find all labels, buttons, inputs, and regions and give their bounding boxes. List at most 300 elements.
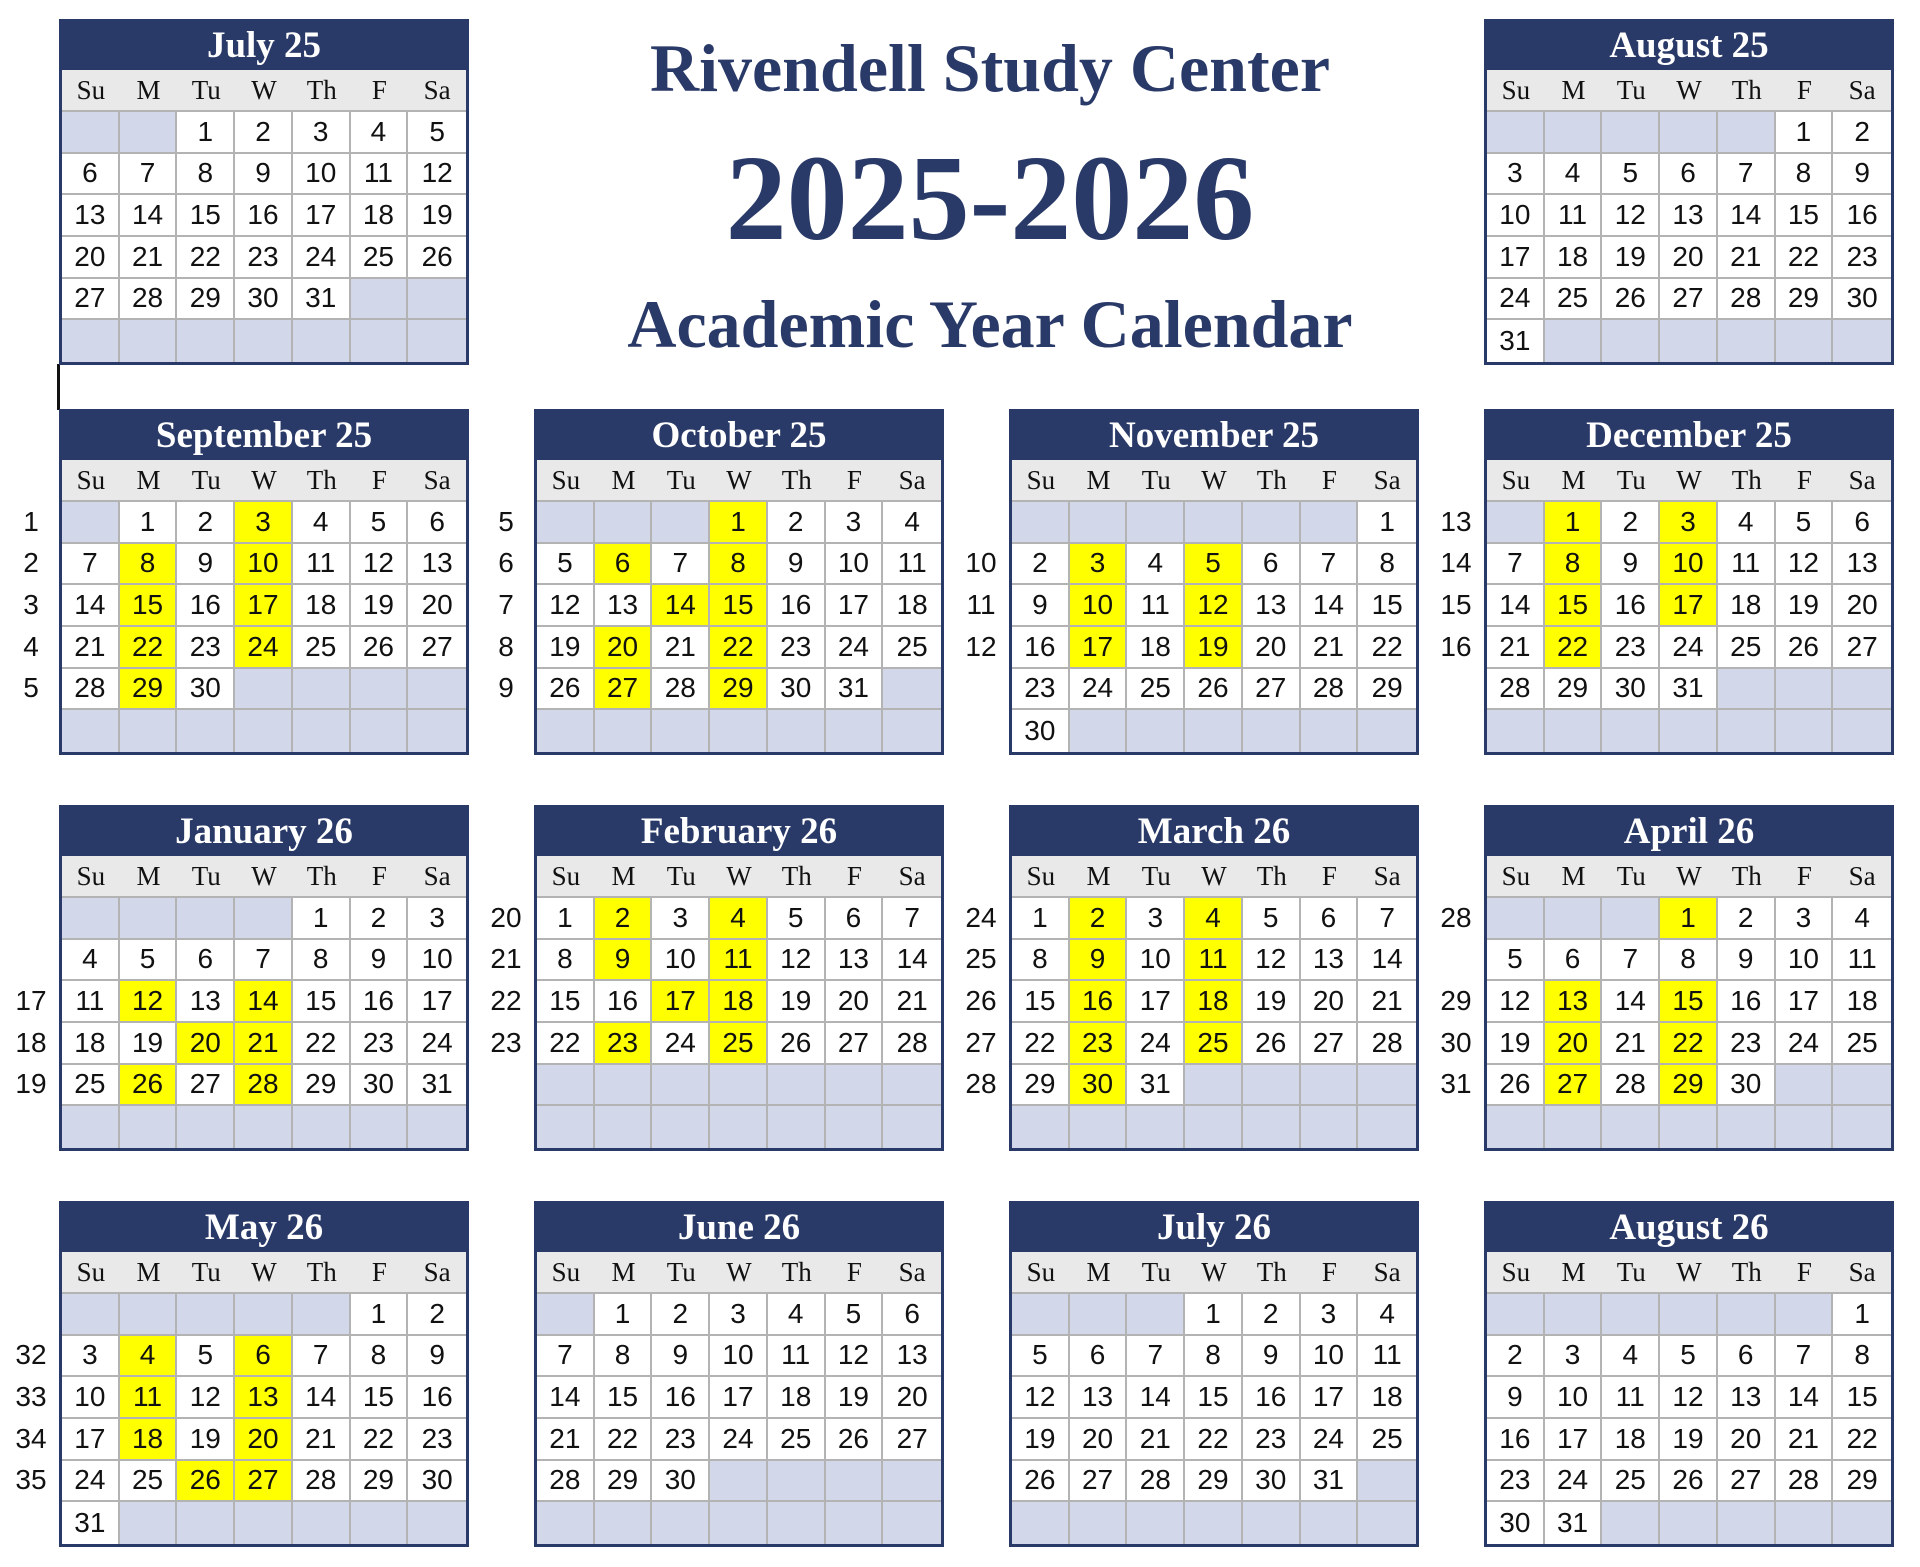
day-cell: 1 [1358, 502, 1416, 544]
weekday-label: Th [1243, 460, 1301, 502]
day-cell: 22 [1776, 237, 1834, 279]
empty-cell [710, 1106, 768, 1148]
weekday-label: W [1660, 856, 1718, 898]
day-cell: 9 [652, 1336, 710, 1378]
day-grid [537, 856, 941, 1148]
empty-cell [883, 669, 941, 711]
day-cell: 22 [1545, 627, 1603, 669]
day-cell: 29 [1776, 279, 1834, 321]
day-cell: 1 [293, 898, 351, 940]
weekday-label: M [1070, 1252, 1128, 1294]
day-cell: 13 [235, 1377, 293, 1419]
day-cell: 16 [1833, 195, 1891, 237]
empty-cell [595, 710, 653, 752]
day-cell: 30 [408, 1461, 466, 1503]
day-cell: 19 [1602, 237, 1660, 279]
empty-cell [351, 1502, 409, 1544]
empty-cell [595, 1106, 653, 1148]
day-cell: 5 [1487, 940, 1545, 982]
weekday-label: Sa [1833, 460, 1891, 502]
empty-cell [710, 710, 768, 752]
empty-cell [120, 710, 178, 752]
day-cell: 26 [1487, 1065, 1545, 1107]
month-title: May 26 [62, 1204, 466, 1252]
day-cell: 15 [1358, 585, 1416, 627]
day-grid [1487, 70, 1891, 362]
day-cell: 4 [1358, 1294, 1416, 1336]
day-cell: 26 [177, 1461, 235, 1503]
day-cell: 10 [235, 544, 293, 586]
empty-cell [293, 710, 351, 752]
day-cell: 30 [1718, 1065, 1776, 1107]
empty-cell [1776, 1065, 1834, 1107]
empty-cell [537, 710, 595, 752]
empty-cell [1545, 898, 1603, 940]
empty-cell [1358, 710, 1416, 752]
week-number: 33 [15, 1381, 47, 1412]
day-cell: 6 [177, 940, 235, 982]
day-cell: 19 [826, 1377, 884, 1419]
empty-cell [293, 1106, 351, 1148]
day-cell: 8 [1776, 154, 1834, 196]
day-cell: 15 [177, 195, 235, 237]
day-cell: 22 [595, 1419, 653, 1461]
day-cell: 24 [826, 627, 884, 669]
weekday-label: F [1301, 1252, 1359, 1294]
day-cell: 4 [120, 1336, 178, 1378]
day-cell: 28 [62, 669, 120, 711]
day-cell: 12 [826, 1336, 884, 1378]
day-cell: 2 [768, 502, 826, 544]
day-cell: 2 [1070, 898, 1128, 940]
day-cell: 4 [1127, 544, 1185, 586]
day-cell: 2 [408, 1294, 466, 1336]
day-grid [62, 856, 466, 1148]
day-cell: 29 [293, 1065, 351, 1107]
empty-cell [1487, 898, 1545, 940]
empty-cell [1660, 1106, 1718, 1148]
day-cell: 5 [177, 1336, 235, 1378]
day-cell: 28 [1127, 1461, 1185, 1503]
month-title: August 26 [1487, 1204, 1891, 1252]
day-cell: 30 [1602, 669, 1660, 711]
day-cell: 28 [1602, 1065, 1660, 1107]
day-grid [62, 70, 466, 362]
day-cell: 25 [1545, 279, 1603, 321]
empty-cell [826, 1106, 884, 1148]
day-cell: 9 [1012, 585, 1070, 627]
day-cell: 20 [1243, 627, 1301, 669]
day-cell: 10 [710, 1336, 768, 1378]
empty-cell [1243, 502, 1301, 544]
day-cell: 12 [177, 1377, 235, 1419]
day-cell: 3 [1301, 1294, 1359, 1336]
empty-cell [1487, 112, 1545, 154]
day-cell: 2 [1718, 898, 1776, 940]
empty-cell [235, 669, 293, 711]
day-cell: 1 [120, 502, 178, 544]
day-grid [1012, 856, 1416, 1148]
week-number: 26 [965, 985, 997, 1016]
empty-cell [62, 710, 120, 752]
day-cell: 26 [351, 627, 409, 669]
day-cell: 20 [1301, 981, 1359, 1023]
day-cell: 16 [768, 585, 826, 627]
empty-cell [1358, 1065, 1416, 1107]
day-cell: 9 [1602, 544, 1660, 586]
day-cell: 15 [1012, 981, 1070, 1023]
day-cell: 22 [120, 627, 178, 669]
empty-cell [1185, 502, 1243, 544]
weekday-label: Th [1243, 1252, 1301, 1294]
weekday-label: F [1301, 460, 1359, 502]
day-cell: 19 [1012, 1419, 1070, 1461]
day-cell: 3 [408, 898, 466, 940]
empty-cell [408, 279, 466, 321]
week-number: 4 [23, 630, 39, 662]
empty-cell [177, 1502, 235, 1544]
day-cell: 10 [1070, 585, 1128, 627]
week-number: 28 [965, 1068, 997, 1100]
month-title: December 25 [1487, 412, 1891, 460]
day-cell: 18 [120, 1419, 178, 1461]
day-cell: 25 [1185, 1023, 1243, 1065]
day-cell: 9 [235, 154, 293, 196]
weekday-label: Sa [883, 856, 941, 898]
day-cell: 26 [768, 1023, 826, 1065]
day-cell: 6 [408, 502, 466, 544]
day-cell: 26 [537, 669, 595, 711]
day-cell: 14 [293, 1377, 351, 1419]
weekday-label: M [1545, 856, 1603, 898]
week-number: 6 [498, 547, 514, 579]
empty-cell [826, 710, 884, 752]
week-number: 17 [15, 985, 47, 1016]
day-cell: 28 [1301, 669, 1359, 711]
empty-cell [1301, 1502, 1359, 1544]
day-cell: 5 [351, 502, 409, 544]
empty-cell [537, 1502, 595, 1544]
empty-cell [883, 710, 941, 752]
day-cell: 1 [1012, 898, 1070, 940]
day-cell: 15 [710, 585, 768, 627]
week-number: 18 [15, 1026, 47, 1058]
day-cell: 22 [1660, 1023, 1718, 1065]
weekday-label: Su [537, 856, 595, 898]
weekday-label: W [235, 460, 293, 502]
month-march-26 [1009, 805, 1419, 1151]
day-cell: 7 [652, 544, 710, 586]
day-cell: 11 [120, 1377, 178, 1419]
weekday-label: Tu [652, 460, 710, 502]
empty-cell [1185, 1502, 1243, 1544]
day-cell: 13 [1545, 981, 1603, 1023]
day-grid [1487, 1252, 1891, 1544]
connector-line [57, 364, 60, 410]
day-cell: 13 [62, 195, 120, 237]
day-cell: 5 [1776, 502, 1834, 544]
day-cell: 23 [1012, 669, 1070, 711]
weekday-label: M [1070, 460, 1128, 502]
empty-cell [710, 1065, 768, 1107]
empty-cell [1545, 1294, 1603, 1336]
day-cell: 11 [1545, 195, 1603, 237]
day-cell: 9 [177, 544, 235, 586]
day-grid [537, 1252, 941, 1544]
day-cell: 26 [1776, 627, 1834, 669]
day-cell: 6 [1718, 1336, 1776, 1378]
weekday-label: Th [293, 1252, 351, 1294]
week-number: 22 [490, 985, 522, 1016]
day-cell: 15 [1545, 585, 1603, 627]
weekday-label: Sa [883, 460, 941, 502]
weekday-label: M [595, 856, 653, 898]
empty-cell [62, 502, 120, 544]
day-cell: 21 [1487, 627, 1545, 669]
day-cell: 19 [1776, 585, 1834, 627]
empty-cell [1545, 112, 1603, 154]
week-number: 28 [1440, 901, 1472, 933]
day-cell: 4 [768, 1294, 826, 1336]
day-cell: 6 [62, 154, 120, 196]
day-cell: 23 [1833, 237, 1891, 279]
day-cell: 21 [293, 1419, 351, 1461]
day-cell: 6 [826, 898, 884, 940]
day-cell: 19 [120, 1023, 178, 1065]
day-cell: 8 [710, 544, 768, 586]
day-cell: 3 [652, 898, 710, 940]
day-grid [1012, 460, 1416, 752]
day-cell: 15 [1185, 1377, 1243, 1419]
day-grid [1487, 856, 1891, 1148]
day-cell: 29 [595, 1461, 653, 1503]
empty-cell [1243, 1106, 1301, 1148]
weekday-label: Tu [1602, 70, 1660, 112]
weekday-label: Sa [1833, 856, 1891, 898]
day-cell: 27 [826, 1023, 884, 1065]
weekday-label: F [1776, 70, 1834, 112]
empty-cell [883, 1106, 941, 1148]
day-cell: 30 [1012, 710, 1070, 752]
day-cell: 16 [652, 1377, 710, 1419]
day-cell: 24 [62, 1461, 120, 1503]
day-cell: 27 [1660, 279, 1718, 321]
day-cell: 28 [537, 1461, 595, 1503]
weekday-label: Th [768, 856, 826, 898]
day-cell: 17 [1301, 1377, 1359, 1419]
day-cell: 1 [710, 502, 768, 544]
day-cell: 26 [1660, 1461, 1718, 1503]
week-number: 31 [1440, 1068, 1472, 1100]
empty-cell [883, 1502, 941, 1544]
day-grid [537, 460, 941, 752]
weekday-label: Sa [1358, 460, 1416, 502]
empty-cell [1070, 710, 1128, 752]
day-cell: 29 [177, 279, 235, 321]
day-cell: 8 [1545, 544, 1603, 586]
day-cell: 31 [1487, 320, 1545, 362]
empty-cell [1487, 710, 1545, 752]
day-cell: 28 [1358, 1023, 1416, 1065]
empty-cell [537, 1065, 595, 1107]
weekday-label: Tu [1602, 1252, 1660, 1294]
month-july-25 [59, 19, 469, 365]
day-cell: 21 [1602, 1023, 1660, 1065]
day-cell: 9 [1070, 940, 1128, 982]
week-number: 10 [965, 547, 997, 579]
day-cell: 1 [1185, 1294, 1243, 1336]
weekday-label: M [1545, 1252, 1603, 1294]
day-cell: 2 [351, 898, 409, 940]
day-cell: 21 [652, 627, 710, 669]
day-cell: 20 [408, 585, 466, 627]
day-cell: 14 [1358, 940, 1416, 982]
day-cell: 3 [826, 502, 884, 544]
day-cell: 6 [1660, 154, 1718, 196]
day-cell: 16 [351, 981, 409, 1023]
empty-cell [1487, 502, 1545, 544]
empty-cell [1070, 1106, 1128, 1148]
empty-cell [408, 320, 466, 362]
day-cell: 22 [177, 237, 235, 279]
day-cell: 17 [408, 981, 466, 1023]
month-title: March 26 [1012, 808, 1416, 856]
day-cell: 23 [1718, 1023, 1776, 1065]
day-cell: 20 [1660, 237, 1718, 279]
day-cell: 19 [1487, 1023, 1545, 1065]
day-cell: 14 [1487, 585, 1545, 627]
empty-cell [883, 1461, 941, 1503]
day-cell: 16 [1602, 585, 1660, 627]
month-january-26 [59, 805, 469, 1151]
empty-cell [62, 320, 120, 362]
week-number: 30 [1440, 1026, 1472, 1058]
day-cell: 10 [1487, 195, 1545, 237]
empty-cell [293, 669, 351, 711]
day-cell: 30 [768, 669, 826, 711]
day-cell: 12 [1487, 981, 1545, 1023]
day-cell: 17 [235, 585, 293, 627]
month-october-25 [534, 409, 944, 755]
day-cell: 3 [1487, 154, 1545, 196]
empty-cell [1718, 710, 1776, 752]
day-cell: 16 [595, 981, 653, 1023]
day-cell: 6 [1243, 544, 1301, 586]
day-cell: 3 [1545, 1336, 1603, 1378]
empty-cell [62, 898, 120, 940]
day-cell: 7 [120, 154, 178, 196]
empty-cell [1301, 1065, 1359, 1107]
weekday-label: Sa [883, 1252, 941, 1294]
day-cell: 6 [235, 1336, 293, 1378]
day-cell: 3 [1776, 898, 1834, 940]
day-cell: 4 [1185, 898, 1243, 940]
day-cell: 27 [595, 669, 653, 711]
day-cell: 5 [1602, 154, 1660, 196]
day-cell: 13 [826, 940, 884, 982]
week-number: 27 [965, 1026, 997, 1058]
day-cell: 31 [1545, 1502, 1603, 1544]
empty-cell [1185, 1065, 1243, 1107]
month-june-26 [534, 1201, 944, 1547]
empty-cell [1358, 1502, 1416, 1544]
day-cell: 27 [1833, 627, 1891, 669]
day-cell: 1 [1660, 898, 1718, 940]
day-cell: 28 [883, 1023, 941, 1065]
day-cell: 21 [235, 1023, 293, 1065]
day-cell: 24 [710, 1419, 768, 1461]
day-cell: 28 [652, 669, 710, 711]
empty-cell [710, 1502, 768, 1544]
empty-cell [177, 320, 235, 362]
day-cell: 29 [1660, 1065, 1718, 1107]
day-cell: 18 [1545, 237, 1603, 279]
empty-cell [1602, 1294, 1660, 1336]
empty-cell [408, 1106, 466, 1148]
month-may-26 [59, 1201, 469, 1547]
day-cell: 23 [177, 627, 235, 669]
day-cell: 16 [1070, 981, 1128, 1023]
empty-cell [1602, 1502, 1660, 1544]
empty-cell [351, 279, 409, 321]
empty-cell [1545, 710, 1603, 752]
day-cell: 6 [1070, 1336, 1128, 1378]
day-cell: 4 [710, 898, 768, 940]
weekday-label: M [1545, 70, 1603, 112]
empty-cell [235, 1106, 293, 1148]
week-number: 16 [1440, 630, 1472, 662]
day-cell: 24 [293, 237, 351, 279]
weekday-label: Sa [408, 70, 466, 112]
empty-cell [1776, 1502, 1834, 1544]
day-cell: 5 [1185, 544, 1243, 586]
weekday-label: W [710, 460, 768, 502]
day-cell: 18 [1358, 1377, 1416, 1419]
empty-cell [235, 898, 293, 940]
day-cell: 8 [1185, 1336, 1243, 1378]
day-cell: 11 [710, 940, 768, 982]
empty-cell [293, 1502, 351, 1544]
weekday-label: M [120, 460, 178, 502]
day-cell: 30 [351, 1065, 409, 1107]
empty-cell [652, 710, 710, 752]
day-cell: 3 [1127, 898, 1185, 940]
day-cell: 17 [652, 981, 710, 1023]
day-cell: 2 [235, 112, 293, 154]
day-cell: 6 [595, 544, 653, 586]
day-cell: 21 [1358, 981, 1416, 1023]
month-title: September 25 [62, 412, 466, 460]
day-cell: 24 [1545, 1461, 1603, 1503]
empty-cell [1776, 710, 1834, 752]
weekday-label: Su [1487, 1252, 1545, 1294]
empty-cell [120, 112, 178, 154]
calendar-subtitle: Academic Year Calendar [627, 286, 1353, 362]
day-cell: 7 [1602, 940, 1660, 982]
day-cell: 14 [652, 585, 710, 627]
day-cell: 14 [235, 981, 293, 1023]
weekday-label: W [1185, 460, 1243, 502]
day-cell: 29 [1833, 1461, 1891, 1503]
day-cell: 12 [351, 544, 409, 586]
day-cell: 12 [1243, 940, 1301, 982]
week-number: 34 [15, 1422, 47, 1454]
day-cell: 6 [1545, 940, 1603, 982]
day-cell: 5 [1243, 898, 1301, 940]
center-name: Rivendell Study Center [650, 30, 1330, 106]
day-cell: 14 [1718, 195, 1776, 237]
weekday-label: W [1185, 1252, 1243, 1294]
